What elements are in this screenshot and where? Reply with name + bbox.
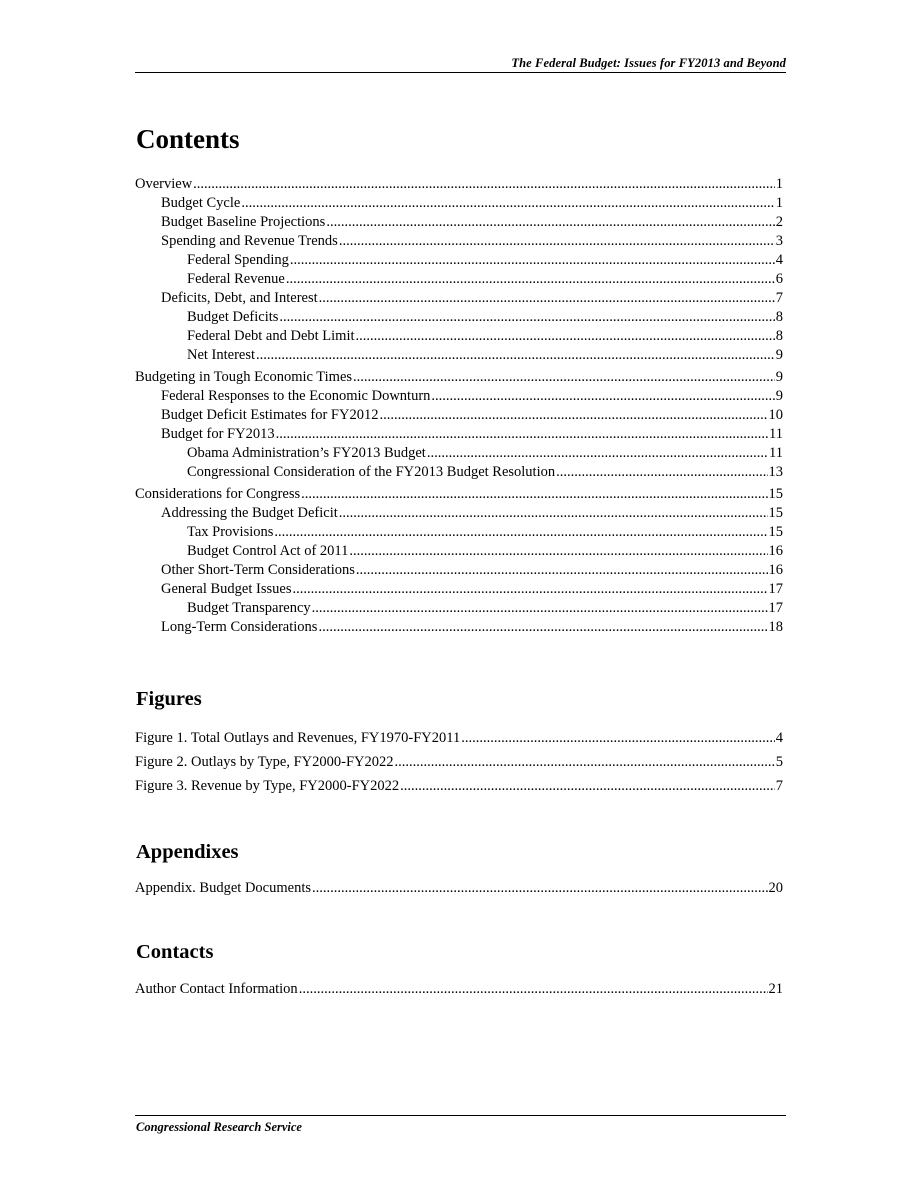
toc-dot-leader bbox=[556, 463, 767, 482]
toc-entry-page: 21 bbox=[768, 981, 783, 997]
header-rule bbox=[135, 72, 786, 73]
toc-entry-page: 18 bbox=[768, 619, 783, 635]
toc-dot-leader bbox=[349, 542, 767, 561]
toc-entry-page: 8 bbox=[775, 328, 783, 344]
toc-entry-label: Appendix. Budget Documents bbox=[135, 880, 311, 896]
toc-dot-leader bbox=[312, 879, 768, 898]
toc-entry-label: Congressional Consideration of the FY2013 Budget Resolution bbox=[187, 464, 556, 480]
toc-dot-leader bbox=[379, 406, 767, 425]
toc-entry[interactable] bbox=[135, 346, 783, 365]
toc-entry-page: 1 bbox=[775, 176, 783, 192]
toc-dot-leader bbox=[312, 599, 768, 618]
toc-entry-page: 16 bbox=[768, 562, 783, 578]
toc-entry-page: 17 bbox=[768, 581, 783, 597]
toc-entry[interactable] bbox=[135, 270, 783, 289]
toc-entry[interactable] bbox=[135, 542, 783, 561]
toc-dot-leader bbox=[318, 618, 767, 637]
toc-entry-page: 16 bbox=[768, 543, 783, 559]
contents-title: Contents bbox=[136, 124, 240, 154]
toc-dot-leader bbox=[353, 368, 775, 387]
toc-entry[interactable] bbox=[135, 213, 783, 232]
toc-entry-page: 2 bbox=[775, 214, 783, 230]
toc-entry-label: General Budget Issues bbox=[161, 581, 292, 597]
toc-entry-page: 9 bbox=[775, 388, 783, 404]
appendixes-list bbox=[135, 879, 783, 898]
toc-entry[interactable] bbox=[135, 425, 783, 444]
toc-entry-label: Obama Administration’s FY2013 Budget bbox=[187, 445, 426, 461]
toc-entry[interactable] bbox=[135, 599, 783, 618]
toc-entry-label: Federal Revenue bbox=[187, 271, 285, 287]
contents-list bbox=[135, 175, 783, 637]
toc-entry[interactable] bbox=[135, 194, 783, 213]
toc-entry-label: Federal Responses to the Economic Downturn bbox=[161, 388, 431, 404]
toc-entry-label: Other Short-Term Considerations bbox=[161, 562, 355, 578]
toc-entry-label: Budget Deficit Estimates for FY2012 bbox=[161, 407, 379, 423]
footer-rule bbox=[135, 1115, 786, 1116]
figures-list bbox=[135, 729, 783, 801]
toc-entry[interactable] bbox=[135, 504, 783, 523]
toc-dot-leader bbox=[274, 523, 767, 542]
toc-dot-leader bbox=[326, 213, 774, 232]
toc-dot-leader bbox=[395, 753, 775, 772]
toc-entry-page: 15 bbox=[768, 505, 783, 521]
toc-dot-leader bbox=[461, 729, 775, 748]
toc-entry[interactable] bbox=[135, 485, 783, 504]
toc-entry-page: 11 bbox=[769, 445, 783, 461]
toc-entry-page: 10 bbox=[768, 407, 783, 423]
toc-dot-leader bbox=[356, 561, 768, 580]
toc-entry-label: Spending and Revenue Trends bbox=[161, 233, 338, 249]
toc-entry-label: Budget for FY2013 bbox=[161, 426, 275, 442]
toc-entry[interactable] bbox=[135, 175, 783, 194]
toc-dot-leader bbox=[431, 387, 774, 406]
toc-entry-page: 6 bbox=[775, 271, 783, 287]
toc-entry-label: Considerations for Congress bbox=[135, 486, 301, 502]
toc-entry-label: Budget Baseline Projections bbox=[161, 214, 326, 230]
toc-entry-page: 20 bbox=[768, 880, 783, 896]
toc-entry-label: Budget Control Act of 2011 bbox=[187, 543, 349, 559]
toc-entry[interactable] bbox=[135, 251, 783, 270]
toc-dot-leader bbox=[292, 580, 767, 599]
running-footer: Congressional Research Service bbox=[136, 1120, 302, 1134]
toc-entry[interactable] bbox=[135, 444, 783, 463]
toc-dot-leader bbox=[241, 194, 774, 213]
toc-entry-label: Budget Transparency bbox=[187, 600, 311, 616]
toc-dot-leader bbox=[319, 289, 775, 308]
toc-entry-page: 9 bbox=[775, 369, 783, 385]
toc-entry-label: Overview bbox=[135, 176, 193, 192]
contacts-list bbox=[135, 980, 783, 999]
toc-dot-leader bbox=[286, 270, 775, 289]
toc-entry[interactable] bbox=[135, 327, 783, 346]
toc-entry[interactable] bbox=[135, 879, 783, 898]
figures-title: Figures bbox=[136, 688, 202, 710]
toc-entry[interactable] bbox=[135, 308, 783, 327]
toc-entry[interactable] bbox=[135, 387, 783, 406]
appendixes-title: Appendixes bbox=[136, 841, 239, 863]
toc-entry[interactable] bbox=[135, 289, 783, 308]
toc-entry-label: Figure 3. Revenue by Type, FY2000-FY2022 bbox=[135, 778, 400, 794]
toc-entry[interactable] bbox=[135, 368, 783, 387]
toc-entry-label: Net Interest bbox=[187, 347, 256, 363]
toc-entry-page: 3 bbox=[775, 233, 783, 249]
running-header: The Federal Budget: Issues for FY2013 and Beyond bbox=[511, 56, 786, 70]
toc-dot-leader bbox=[356, 327, 775, 346]
toc-dot-leader bbox=[193, 175, 775, 194]
toc-entry[interactable] bbox=[135, 580, 783, 599]
toc-entry-label: Long-Term Considerations bbox=[161, 619, 318, 635]
toc-entry-page: 5 bbox=[775, 754, 783, 770]
toc-dot-leader bbox=[427, 444, 768, 463]
toc-entry[interactable] bbox=[135, 523, 783, 542]
toc-dot-leader bbox=[339, 232, 775, 251]
toc-entry-page: 8 bbox=[775, 309, 783, 325]
toc-dot-leader bbox=[400, 777, 775, 796]
toc-entry[interactable] bbox=[135, 777, 783, 796]
toc-entry[interactable] bbox=[135, 753, 783, 772]
toc-entry-page: 9 bbox=[775, 347, 783, 363]
toc-entry-label: Budget Deficits bbox=[187, 309, 279, 325]
toc-entry-page: 7 bbox=[775, 778, 783, 794]
toc-entry[interactable] bbox=[135, 729, 783, 748]
toc-entry-page: 11 bbox=[769, 426, 783, 442]
toc-dot-leader bbox=[279, 308, 774, 327]
toc-entry-label: Federal Debt and Debt Limit bbox=[187, 328, 355, 344]
toc-dot-leader bbox=[339, 504, 768, 523]
toc-dot-leader bbox=[301, 485, 767, 504]
toc-dot-leader bbox=[290, 251, 775, 270]
toc-entry-label: Figure 2. Outlays by Type, FY2000-FY2022 bbox=[135, 754, 394, 770]
toc-entry[interactable] bbox=[135, 406, 783, 425]
toc-dot-leader bbox=[276, 425, 768, 444]
toc-dot-leader bbox=[256, 346, 775, 365]
toc-entry-page: 15 bbox=[768, 486, 783, 502]
toc-entry[interactable] bbox=[135, 463, 783, 482]
toc-entry-label: Federal Spending bbox=[187, 252, 289, 268]
toc-entry-page: 4 bbox=[775, 252, 783, 268]
toc-entry-label: Budget Cycle bbox=[161, 195, 241, 211]
toc-entry-page: 17 bbox=[768, 600, 783, 616]
toc-entry-label: Author Contact Information bbox=[135, 981, 298, 997]
toc-entry-label: Figure 1. Total Outlays and Revenues, FY1970-FY2011 bbox=[135, 730, 461, 746]
toc-entry[interactable] bbox=[135, 618, 783, 637]
toc-entry-label: Addressing the Budget Deficit bbox=[161, 505, 338, 521]
toc-entry[interactable] bbox=[135, 561, 783, 580]
toc-entry-label: Deficits, Debt, and Interest bbox=[161, 290, 318, 306]
toc-entry-page: 13 bbox=[768, 464, 783, 480]
toc-entry-page: 15 bbox=[768, 524, 783, 540]
toc-dot-leader bbox=[299, 980, 768, 999]
toc-entry-page: 1 bbox=[775, 195, 783, 211]
toc-entry-page: 4 bbox=[775, 730, 783, 746]
toc-entry-page: 7 bbox=[775, 290, 783, 306]
contacts-title: Contacts bbox=[136, 941, 214, 963]
toc-entry[interactable] bbox=[135, 980, 783, 999]
toc-entry-label: Budgeting in Tough Economic Times bbox=[135, 369, 353, 385]
toc-entry-label: Tax Provisions bbox=[187, 524, 274, 540]
toc-entry[interactable] bbox=[135, 232, 783, 251]
